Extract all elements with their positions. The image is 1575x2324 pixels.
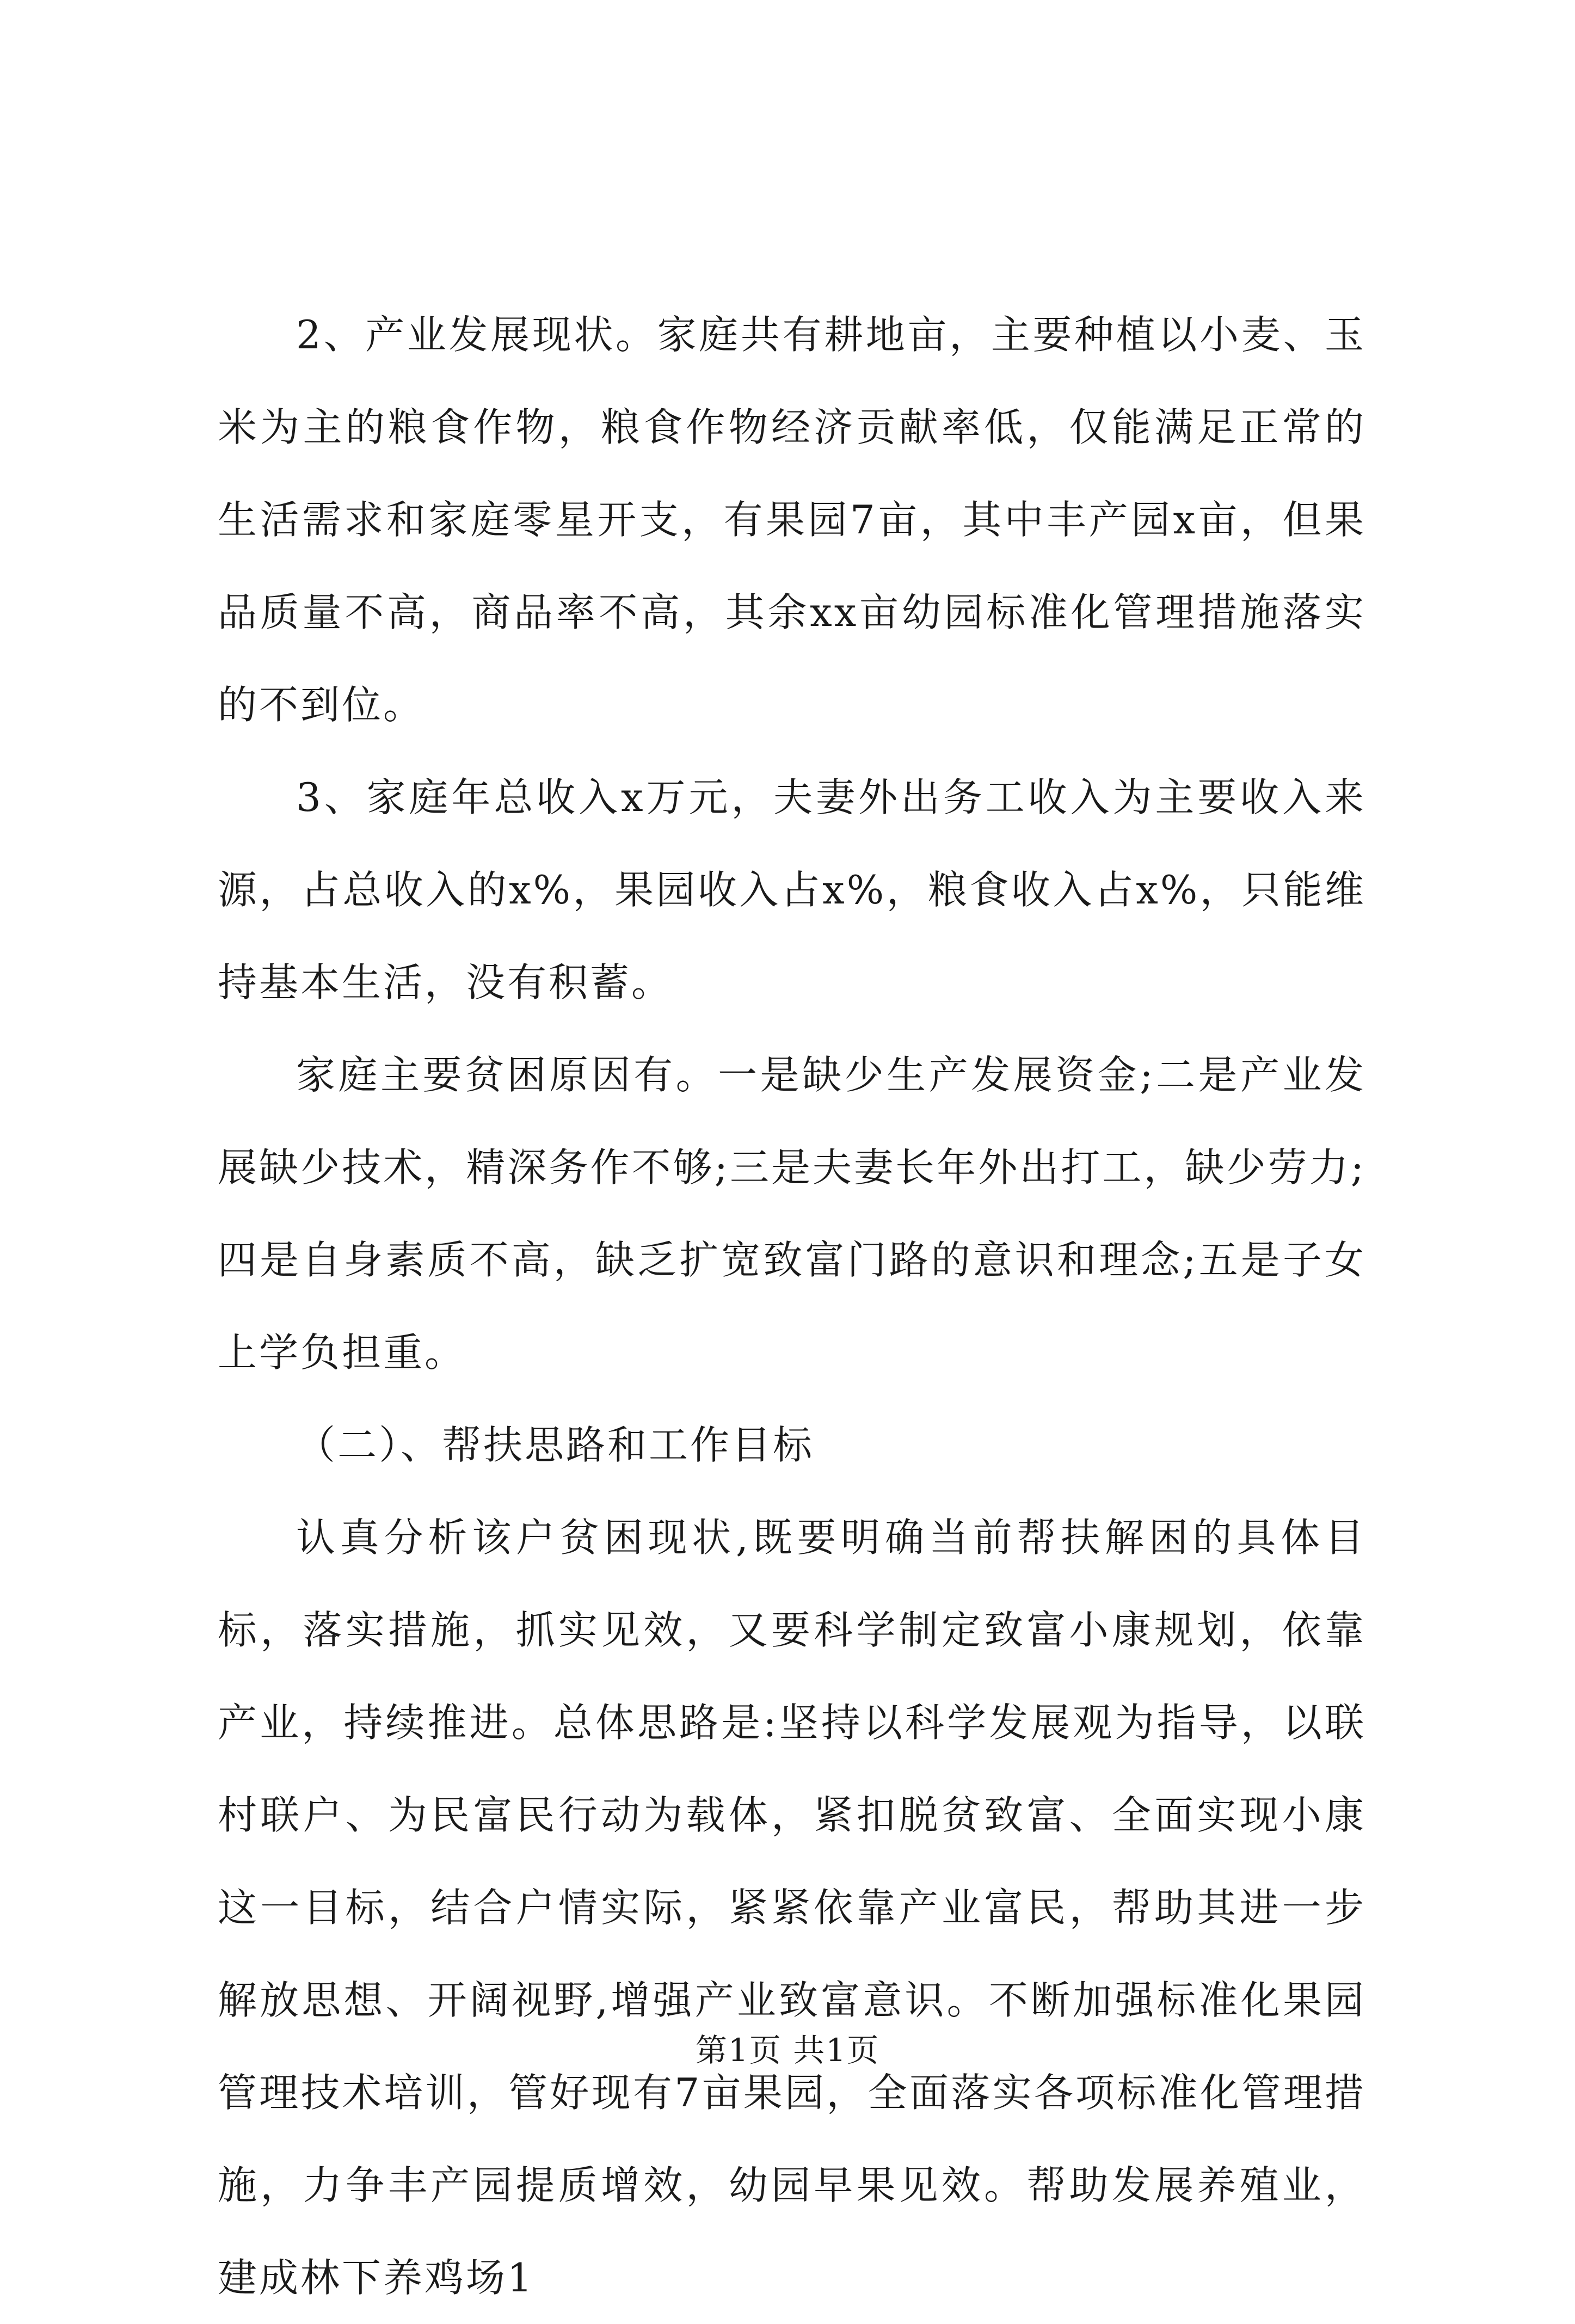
page-number-footer: 第1页 共1页 <box>695 2032 880 2069</box>
paragraph-assistance-plan: 认真分析该户贫困现状,既要明确当前帮扶解困的具体目标，落实措施，抓实见效，又要科学制定致富小康规划，依靠产业，持续推进。总体思路是:坚持以科学发展观为指导，以联村联户、为民富民行动为载体，紧扣脱贫致富、全面实现小康这一目标，结合户情实际，紧紧依靠产业富民，帮助其进一步解放思想、开阔视野,增强产业致富意识。不断加强标准化果园管理技术培训，管好现有7亩果园，全面落实各项标准化管理措施，力争丰产园提质增效，幼园早果见效。帮助发展养殖业，建成林下养鸡场1 <box>218 1515 1366 2301</box>
document-body <box>218 288 1366 2324</box>
section-heading: （二）、帮扶思路和工作目标 <box>296 1422 815 1468</box>
paragraph-industry-status: 2、产业发展现状。家庭共有耕地亩，主要种植以小麦、玉米为主的粮食作物，粮食作物经济贡献率低，仅能满足正常的生活需求和家庭零星开支，有果园7亩，其中丰产园x亩，但果品质量不高，商品率不高，其余xx亩幼园标准化管理措施落实的不到位。 <box>218 312 1366 728</box>
paragraph-household-income: 3、家庭年总收入x万元，夫妻外出务工收入为主要收入来源，占总收入的x%，果园收入占x%，粮食收入占x%，只能维持基本生活，没有积蓄。 <box>218 774 1366 1005</box>
paragraph-poverty-causes: 家庭主要贫困原因有。一是缺少生产发展资金;二是产业发展缺少技术，精深务作不够;三是夫妻长年外出打工，缺少劳力;四是自身素质不高，缺乏扩宽致富门路的意识和理念;五是子女上学负担重。 <box>218 1052 1366 1375</box>
